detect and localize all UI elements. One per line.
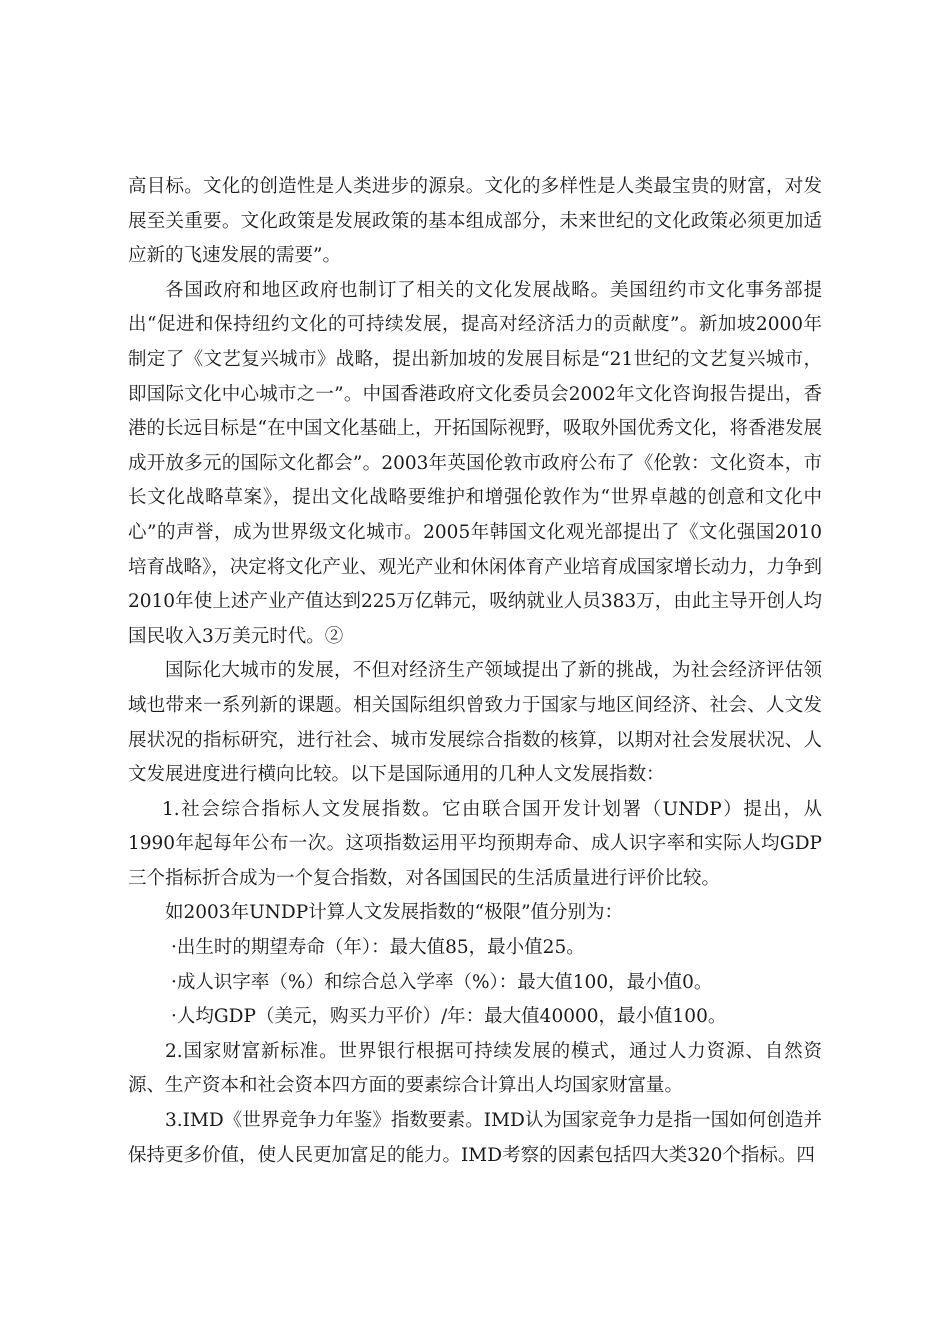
paragraph-international-indices: 国际化大城市的发展，不但对经济生产领域提出了新的挑战，为社会经济评估领域也带来一系列新的课题。相关国际组织曾致力于国家与地区间经济、社会、人文发展状况的指标研究，进行社会、城市发展综合指数的核算，以期对社会发展状况、人文发展进度进行横向比较。以下是国际通用的几种人文发展指数： <box>128 660 822 786</box>
document-body <box>128 170 822 1173</box>
list-item-national-wealth: 2.国家财富新标准。世界银行根据可持续发展的模式，通过人力资源、自然资源、生产资本和社会资本四方面的要素综合计算出人均国家财富量。 <box>128 1040 822 1097</box>
paragraph-continuation: 高目标。文化的创造性是人类进步的源泉。文化的多样性是人类最宝贵的财富，对发展至关重要。文化政策是发展政策的基本组成部分，未来世纪的文化政策必须更加适应新的飞速发展的需要”。 <box>128 176 822 267</box>
paragraph-city-strategies: 各国政府和地区政府也制订了相关的文化发展战略。美国纽约市文化事务部提出“促进和保持纽约文化的可持续发展，提高对经济活力的贡献度”。新加坡2000年制定了《文艺复兴城市》战略，提出新加坡的发展目标是“21世纪的文艺复兴城市，即国际文化中心城市之一”。中国香港政府文化委员会2002年文化咨询报告提出，香港的长远目标是“在中国文化基础上，开拓国际视野，吸取外国优秀文化，将香港发展成开放多元的国际文化都会”。2003年英国伦敦市政府公布了《伦敦：文化资本，市长文化战略草案》，提出文化战略要维护和增强伦敦作为“世界卓越的创意和文化中心”的声誉，成为世界级文化城市。2005年韩国文化观光部提出了《文化强国2010培育战略》，决定将文化产业、观光产业和休闲体育产业培育成国家增长动力，力争到2010年使上述产业产值达到225万亿韩元，吸纳就业人员383万，由此主导开创人均国民收入3万美元时代。② <box>128 279 822 647</box>
bullet-literacy-rate: ·成人识字率（%）和综合总入学率（%）：最大值100，最小值0。 <box>171 971 713 993</box>
list-item-imd-yearbook: 3.IMD《世界竞争力年鉴》指数要素。IMD认为国家竞争力是指一国如何创造并保持更多价值，使人民更加富足的能力。IMD考察的因素包括四大类320个指标。四 <box>128 1110 822 1166</box>
bullet-life-expectancy: ·出生时的期望寿命（年）：最大值85，最小值25。 <box>171 937 585 959</box>
list-item-hdi: 1.社会综合指标人文发展指数。它由联合国开发计划署（UNDP）提出，从1990年起每年公布一次。这项指数运用平均预期寿命、成人识字率和实际人均GDP三个指标折合成为一个复合指数，对各国国民的生活质量进行评价比较。 <box>128 798 822 889</box>
paragraph-hdi-limits: 如2003年UNDP计算人文发展指数的“极限”值分别为： <box>165 902 624 924</box>
bullet-gdp-per-capita: ·人均GDP（美元，购买力平价）/年：最大值40000，最小值100。 <box>171 1006 727 1028</box>
